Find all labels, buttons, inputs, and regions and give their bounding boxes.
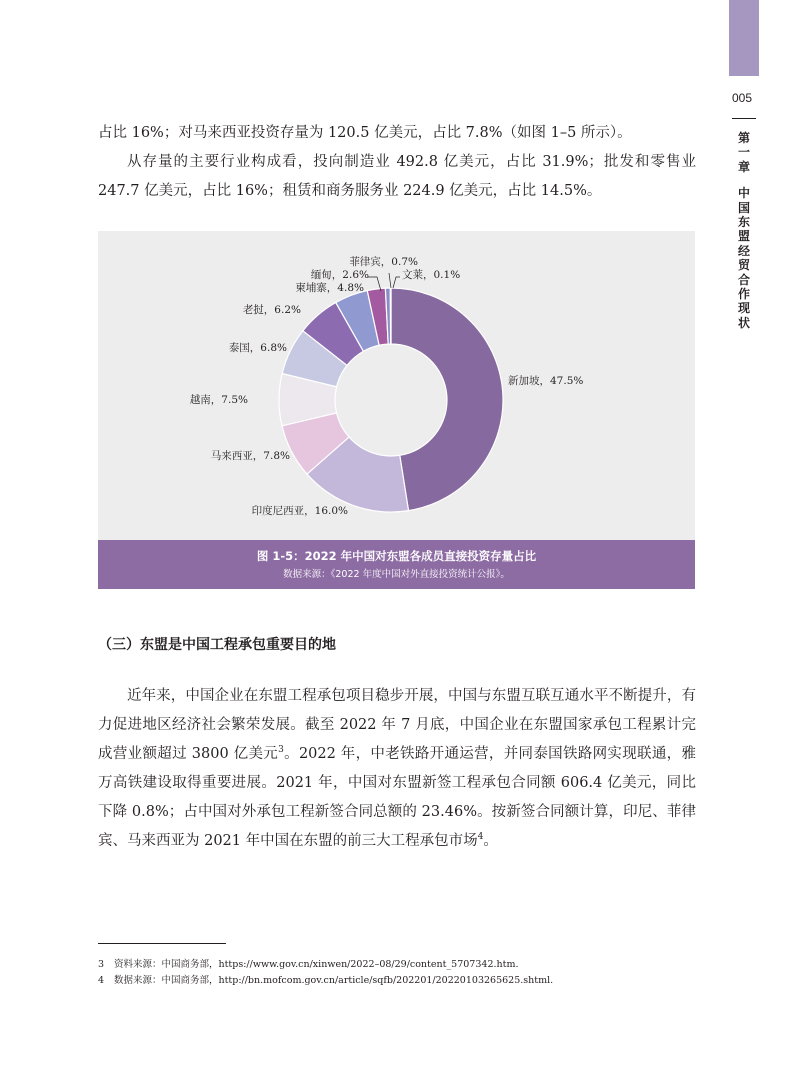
figure-caption: 图 1-5：2022 年中国对东盟各成员直接投资存量占比 xyxy=(256,549,537,563)
footnote-ref-3: 3 xyxy=(278,745,284,755)
chapter-title-char: 合 xyxy=(737,272,750,287)
slice-label: 新加坡，47.5% xyxy=(508,375,584,387)
donut-slice xyxy=(391,288,503,511)
chapter-title-char: 东 xyxy=(737,215,750,230)
donut-slice xyxy=(390,288,391,344)
footnote-text: 数据来源：中国商务部，http://bn.mofcom.gov.cn/article/sqfb/202201/20220103265625.shtml. xyxy=(114,975,554,986)
page-number: 005 xyxy=(732,91,753,105)
slice-label: 马来西亚，7.8% xyxy=(210,450,290,462)
slice-label: 菲律宾，0.7% xyxy=(349,256,418,268)
chapter-title-char: 盟 xyxy=(737,229,750,244)
slice-label: 文莱，0.1% xyxy=(402,269,461,281)
slice-label: 老挝，6.2% xyxy=(242,304,301,316)
slice-label: 缅甸，2.6% xyxy=(310,269,369,281)
slice-label: 印度尼西亚，16.0% xyxy=(251,505,348,517)
chapter-label-char: 一 xyxy=(737,145,750,160)
side-rule xyxy=(732,118,756,119)
donut-chart xyxy=(98,231,695,540)
footnote-4 xyxy=(98,974,698,987)
paragraph-3 xyxy=(98,682,696,856)
chapter-title-char: 作 xyxy=(737,287,750,302)
footnote-rule xyxy=(98,943,226,944)
footnote-number: 3 xyxy=(98,959,105,970)
chapter-title-char: 中 xyxy=(737,186,750,201)
chapter-tab xyxy=(729,0,759,76)
chapter-label-char: 第 xyxy=(737,131,750,145)
figure-source: 数据来源：《2022 年度中国对外直接投资统计公报》。 xyxy=(283,569,510,580)
chapter-title-vertical xyxy=(737,131,751,330)
paragraph-1: 占比 16%；对马来西亚投资存量为 120.5 亿美元，占比 7.8%（如图 1–5 所示）。 xyxy=(98,125,632,141)
chapter-title-char: 贸 xyxy=(737,258,750,273)
chapter-title-char: 国 xyxy=(737,200,750,215)
paragraph-3-part-b: 。2022 年，中老铁路开通运营，并同泰国铁路网实现联通，雅万高铁建设取得重要进展。2021 年，中国对东盟新签工程承包合同额 606.4 亿美元，同比下降 0.8%；占中国对外承包工程新签合同总额的 23.46%。按新签合同额计算，印尼、菲律宾、马来西亚为 2021 年中国在东盟的前三大工程承包市场 xyxy=(98,746,696,849)
footnote-ref-4: 4 xyxy=(477,832,484,842)
chapter-title-char: 状 xyxy=(737,315,750,330)
slice-label: 泰国，6.8% xyxy=(228,342,287,354)
paragraph-2: 从存量的主要行业构成看，投向制造业 492.8 亿美元，占比 31.9%；批发和零售业 247.7 亿美元，占比 16%；租赁和商务服务业 224.9 亿美元，占比 14.5%。 xyxy=(98,154,696,199)
footnote-number: 4 xyxy=(98,975,105,986)
paragraph-3-part-a: 近年来，中国企业在东盟工程承包项目稳步开展，中国与东盟互联互通水平不断提升，有力促进地区经济社会繁荣发展。截至 2022 年 7 月底，中国企业在东盟国家承包工程累计完成营业额超过 3800 亿美元 xyxy=(98,688,696,762)
paragraph-3-part-c: 。 xyxy=(483,833,498,849)
slice-label: 柬埔寨，4.8% xyxy=(295,282,364,294)
leader-line-brunei xyxy=(393,277,400,288)
footnote-3 xyxy=(98,958,698,971)
figure-caption-band xyxy=(98,540,695,589)
chapter-title-char: 经 xyxy=(737,243,750,258)
leader-line-philippines xyxy=(389,273,391,288)
section-heading: （三）东盟是中国工程承包重要目的地 xyxy=(98,637,336,653)
footnote-text: 资料来源：中国商务部，https://www.gov.cn/xinwen/2022–08/29/content_5707342.htm. xyxy=(114,959,519,970)
slice-label: 越南，7.5% xyxy=(189,394,248,406)
figure-donut-chart xyxy=(98,231,695,589)
chapter-title-char: 现 xyxy=(737,301,750,316)
chapter-label-char: 章 xyxy=(737,159,750,174)
chapter-gap xyxy=(737,174,751,186)
